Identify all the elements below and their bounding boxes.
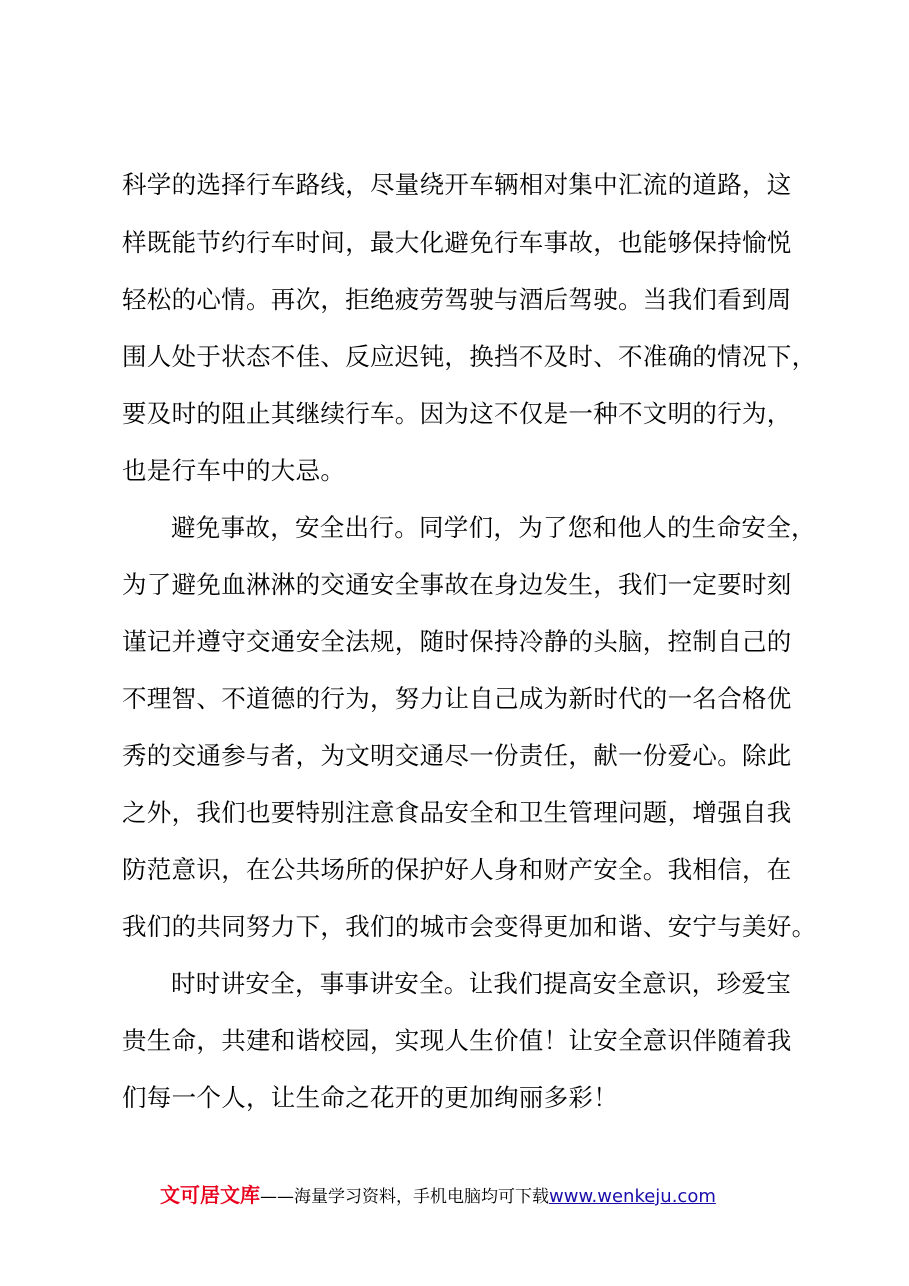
paragraph-line: 秀的交通参与者，为文明交通尽一份责任，献一份爱心。除此 (122, 741, 792, 770)
paragraph-line: 轻松的心情。再次，拒绝疲劳驾驶与酒后驾驶。当我们看到周 (122, 285, 792, 314)
footer-website-link[interactable]: www.wenkeju.com (549, 1186, 716, 1207)
paragraph-line: 贵生命，共建和谐校园，实现人生价值！让安全意识伴随着我 (122, 1026, 792, 1055)
paragraph-line-indented: 避免事故，安全出行。同学们，为了您和他人的生命安全， (171, 513, 816, 542)
paragraph-line: 围人处于状态不佳、反应迟钝，换挡不及时、不准确的情况下， (122, 342, 817, 371)
paragraph-line: 之外，我们也要特别注意食品安全和卫生管理问题，增强自我 (122, 798, 792, 827)
paragraph-line: 们每一个人，让生命之花开的更加绚丽多彩！ (122, 1083, 618, 1112)
paragraph-line: 科学的选择行车路线，尽量绕开车辆相对集中汇流的道路，这 (122, 170, 792, 199)
paragraph-line-indented: 时时讲安全，事事讲安全。让我们提高安全意识，珍爱宝 (171, 969, 791, 998)
paragraph-line: 为了避免血淋淋的交通安全事故在身边发生，我们一定要时刻 (122, 570, 792, 599)
footer-banner (160, 1181, 716, 1211)
paragraph-line: 要及时的阻止其继续行车。因为这不仅是一种不文明的行为， (122, 399, 792, 428)
paragraph-line: 也是行车中的大忌。 (122, 456, 346, 485)
paragraph-line: 防范意识，在公共场所的保护好人身和财产安全。我相信，在 (122, 855, 792, 884)
paragraph-line: 我们的共同努力下，我们的城市会变得更加和谐、安宁与美好。 (122, 912, 817, 941)
paragraph-line: 谨记并遵守交通安全法规，随时保持冷静的头脑，控制自己的 (122, 627, 792, 656)
paragraph-line: 样既能节约行车时间，最大化避免行车事故，也能够保持愉悦 (122, 228, 792, 257)
footer-brand: 文可居文库 (160, 1183, 260, 1207)
paragraph-line: 不理智、不道德的行为，努力让自己成为新时代的一名合格优 (122, 684, 792, 713)
footer-tagline: ——海量学习资料，手机电脑均可下载 (260, 1187, 549, 1207)
